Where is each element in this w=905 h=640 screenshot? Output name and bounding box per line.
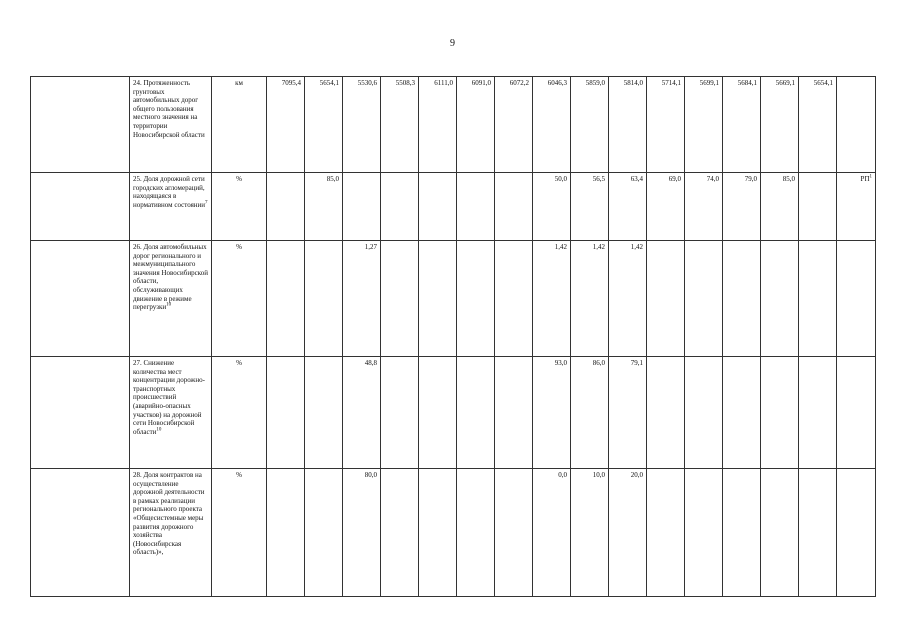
value-cell [647, 357, 685, 469]
indicator-unit: км [212, 77, 267, 173]
value-cell: 86,0 [571, 357, 609, 469]
row-blank-cell [31, 77, 130, 173]
value-cell: 5699,1 [685, 77, 723, 173]
note-cell [837, 77, 876, 173]
value-cell [381, 357, 419, 469]
value-cell: 50,0 [533, 173, 571, 241]
note-cell [837, 241, 876, 357]
value-cell [381, 241, 419, 357]
value-cell [419, 241, 457, 357]
row-blank-cell [31, 173, 130, 241]
value-cell: 5654,1 [305, 77, 343, 173]
value-cell: 85,0 [761, 173, 799, 241]
value-cell: 69,0 [647, 173, 685, 241]
value-cell: 79,1 [609, 357, 647, 469]
value-cell [267, 241, 305, 357]
value-cell [495, 357, 533, 469]
value-cell: 63,4 [609, 173, 647, 241]
value-cell: 10,0 [571, 469, 609, 597]
value-cell [457, 173, 495, 241]
value-cell [723, 357, 761, 469]
row-blank-cell [31, 469, 130, 597]
value-cell: 20,0 [609, 469, 647, 597]
value-cell [723, 241, 761, 357]
value-cell [495, 173, 533, 241]
value-cell [305, 357, 343, 469]
indicator-name: 24. Протяженность грунтовых автомобильных дорог общего пользования местного значения на территории Новосибирской области [130, 77, 212, 173]
value-cell [267, 469, 305, 597]
indicator-unit: % [212, 241, 267, 357]
indicator-name: 28. Доля контрактов на осуществление дорожной деятельности в рамках реализации регионального проекта «Общесистемные меры развития дорожного хозяйства (Новосибирская область)», [130, 469, 212, 597]
value-cell [457, 357, 495, 469]
value-cell: 6111,0 [419, 77, 457, 173]
footnote-marker: 10 [156, 427, 162, 433]
value-cell: 85,0 [305, 173, 343, 241]
value-cell: 79,0 [723, 173, 761, 241]
value-cell: 93,0 [533, 357, 571, 469]
table-row [31, 77, 876, 173]
value-cell: 5714,1 [647, 77, 685, 173]
table-row [31, 241, 876, 357]
value-cell [267, 173, 305, 241]
value-cell [685, 357, 723, 469]
value-cell: 1,27 [343, 241, 381, 357]
value-cell [723, 469, 761, 597]
value-cell: 1,42 [609, 241, 647, 357]
value-cell [495, 469, 533, 597]
value-cell: 0,0 [533, 469, 571, 597]
value-cell [799, 173, 837, 241]
value-cell [799, 357, 837, 469]
value-cell [381, 469, 419, 597]
value-cell [761, 469, 799, 597]
value-cell [495, 241, 533, 357]
value-cell [305, 241, 343, 357]
page-number: 9 [450, 38, 455, 49]
value-cell: 1,42 [571, 241, 609, 357]
value-cell [419, 173, 457, 241]
value-cell [799, 469, 837, 597]
value-cell: 6046,3 [533, 77, 571, 173]
table-row [31, 469, 876, 597]
value-cell: 5814,0 [609, 77, 647, 173]
indicator-name: 27. Снижение количества мест концентрации дорожно-транспортных происшествий (аварийно-опасных участков) на дорожной сети Новосибирской области$^{10}$ [130, 357, 212, 469]
value-cell: 1,42 [533, 241, 571, 357]
value-cell [799, 241, 837, 357]
table-row [31, 173, 876, 241]
value-cell [343, 173, 381, 241]
value-cell [305, 469, 343, 597]
value-cell: 80,0 [343, 469, 381, 597]
value-cell [381, 173, 419, 241]
value-cell: 5530,6 [343, 77, 381, 173]
value-cell [419, 357, 457, 469]
value-cell: 5654,1 [799, 77, 837, 173]
value-cell: 5669,1 [761, 77, 799, 173]
note-cell: $РП^1$ [837, 173, 876, 241]
indicator-unit: % [212, 469, 267, 597]
value-cell: 6091,0 [457, 77, 495, 173]
value-cell: 5859,0 [571, 77, 609, 173]
value-cell: 6072,2 [495, 77, 533, 173]
value-cell [685, 241, 723, 357]
value-cell: 74,0 [685, 173, 723, 241]
value-cell [267, 357, 305, 469]
row-blank-cell [31, 241, 130, 357]
footnote-marker: 1 [869, 174, 872, 180]
footnote-marker: 10 [166, 302, 172, 308]
value-cell [647, 241, 685, 357]
value-cell: 7095,4 [267, 77, 305, 173]
value-cell: 5508,3 [381, 77, 419, 173]
indicator-name: 25. Доля дорожной сети городских агломераций, находящаяся в нормативном состоянии$^7$ [130, 173, 212, 241]
indicator-unit: % [212, 357, 267, 469]
value-cell: 56,5 [571, 173, 609, 241]
indicator-unit: % [212, 173, 267, 241]
indicators-table [30, 76, 876, 597]
value-cell [457, 241, 495, 357]
value-cell: 48,8 [343, 357, 381, 469]
note-cell [837, 357, 876, 469]
value-cell: 5684,1 [723, 77, 761, 173]
table-row [31, 357, 876, 469]
row-blank-cell [31, 357, 130, 469]
value-cell [761, 241, 799, 357]
value-cell [419, 469, 457, 597]
footnote-marker: 7 [205, 200, 208, 206]
value-cell [685, 469, 723, 597]
value-cell [761, 357, 799, 469]
indicator-name: 26. Доля автомобильных дорог регионального и межмуниципального значения Новосибирской области, обслуживающих движение в режиме перегрузки$^{10}$ [130, 241, 212, 357]
value-cell [647, 469, 685, 597]
note-cell [837, 469, 876, 597]
value-cell [457, 469, 495, 597]
